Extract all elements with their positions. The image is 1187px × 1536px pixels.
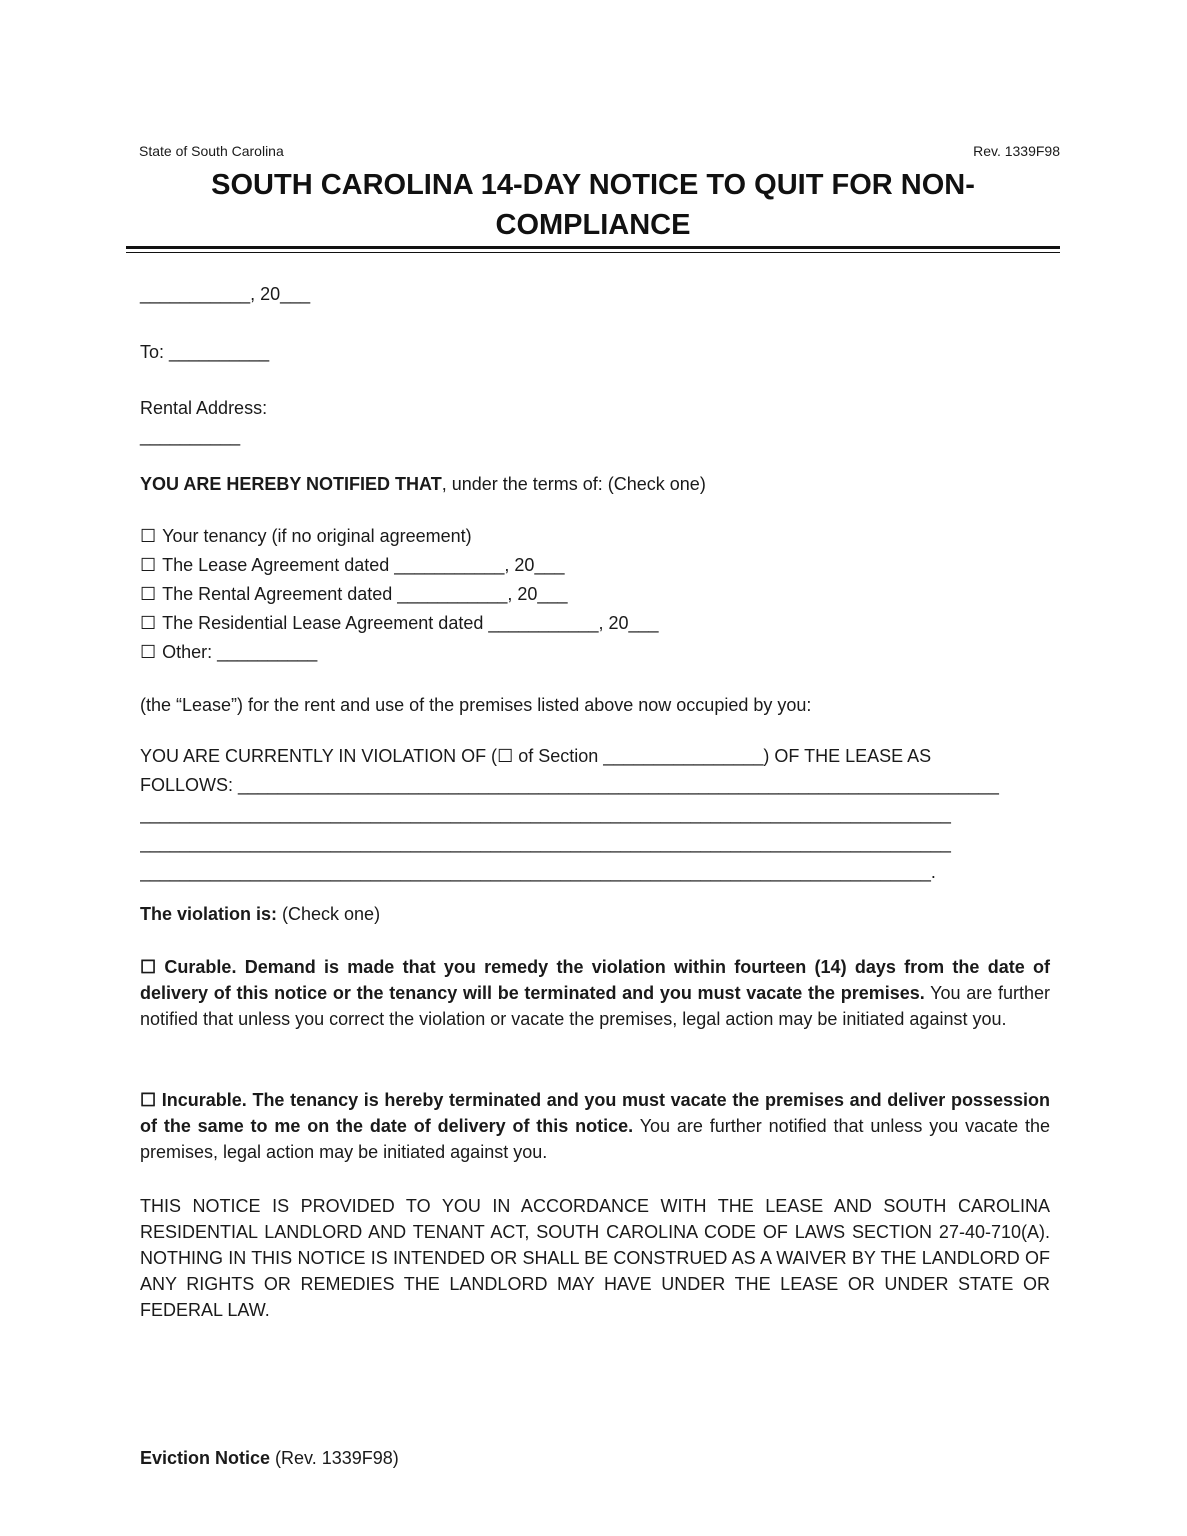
- title-line-1: SOUTH CAROLINA 14-DAY NOTICE TO QUIT FOR NON-: [211, 169, 975, 201]
- terms-option-1: ☐ Your tenancy (if no original agreement): [140, 526, 472, 546]
- header-state: State of South Carolina: [139, 143, 284, 159]
- terms-option-5: ☐ Other: __________: [140, 642, 318, 662]
- checkbox-icon: ☐: [140, 584, 157, 604]
- violation-line-4: _________________________________________________________________________________: [140, 833, 951, 853]
- to-field: To: __________: [140, 342, 270, 362]
- title-line-2: COMPLIANCE: [495, 209, 691, 241]
- violation-line-5: _______________________________________________________________________________.: [140, 862, 936, 882]
- header-revision: Rev. 1339F98: [973, 143, 1060, 159]
- rental-address-blank: __________: [140, 426, 241, 446]
- violation-line-1: YOU ARE CURRENTLY IN VIOLATION OF (☐ of Section ________________) OF THE LEASE AS: [140, 746, 932, 766]
- violation-type-heading: The violation is: (Check one): [140, 904, 381, 924]
- checkbox-icon: ☐: [140, 1090, 157, 1110]
- title-rule-thin: [126, 252, 1060, 253]
- checkbox-icon: ☐: [497, 746, 514, 766]
- notified-rest: , under the terms of: (Check one): [441, 474, 706, 494]
- checkbox-icon: ☐: [140, 555, 157, 575]
- violation-section: [140, 742, 1050, 887]
- notified-statement: [140, 473, 706, 495]
- title-rule-thick: [126, 246, 1060, 249]
- checkbox-icon: ☐: [140, 957, 157, 977]
- footer-label: Eviction Notice (Rev. 1339F98): [140, 1448, 399, 1468]
- document-title: [126, 165, 1060, 245]
- violation-line-2: FOLLOWS: ____________________________________________________________________________: [140, 775, 999, 795]
- checkbox-icon: ☐: [140, 613, 157, 633]
- date-field: ___________, 20___: [140, 284, 311, 304]
- curable-rest: You are further notified that unless you correct the violation or vacate the premises, legal action may be initiated against you.: [140, 983, 1050, 1029]
- violation-line-3: _________________________________________________________________________________: [140, 804, 951, 824]
- checkbox-icon: ☐: [140, 526, 157, 546]
- incurable-bold: Incurable. The tenancy is hereby terminated and you must vacate the premises and deliver possession of the same to me on the date of delivery of this notice.: [140, 1090, 1050, 1136]
- incurable-rest: You are further notified that unless you vacate the premises, legal action may be initiated against you.: [140, 1116, 1051, 1162]
- curable-bold: Curable. Demand is made that you remedy the violation within fourteen (14) days from the date of delivery of this notice or the tenancy will be terminated and you must vacate the premises.: [140, 957, 1050, 1003]
- terms-option-4: ☐ The Residential Lease Agreement dated ___________, 20___: [140, 613, 659, 633]
- curable-option: [140, 954, 1050, 1032]
- checkbox-icon: ☐: [140, 642, 157, 662]
- terms-option-2: ☐ The Lease Agreement dated ___________, 20___: [140, 555, 565, 575]
- legal-notice: THIS NOTICE IS PROVIDED TO YOU IN ACCORDANCE WITH THE LEASE AND SOUTH CAROLINA RESIDENTIAL LANDLORD AND TENANT ACT, SOUTH CAROLINA CODE OF LAWS SECTION 27-40-710(A). NOTHING IN THIS NOTICE IS INTENDED OR SHALL BE CONSTRUED AS A WAIVER BY THE LANDLORD OF ANY RIGHTS OR REMEDIES THE LANDLORD MAY HAVE UNDER THE LEASE OR UNDER STATE OR FEDERAL LAW.: [140, 1196, 1050, 1320]
- lease-definition: (the “Lease”) for the rent and use of the premises listed above now occupied by you:: [140, 695, 812, 715]
- incurable-option: [140, 1087, 1050, 1165]
- rental-address-label: Rental Address:: [140, 398, 268, 418]
- notified-bold: YOU ARE HEREBY NOTIFIED THAT: [140, 474, 442, 494]
- terms-option-3: ☐ The Rental Agreement dated ___________, 20___: [140, 584, 568, 604]
